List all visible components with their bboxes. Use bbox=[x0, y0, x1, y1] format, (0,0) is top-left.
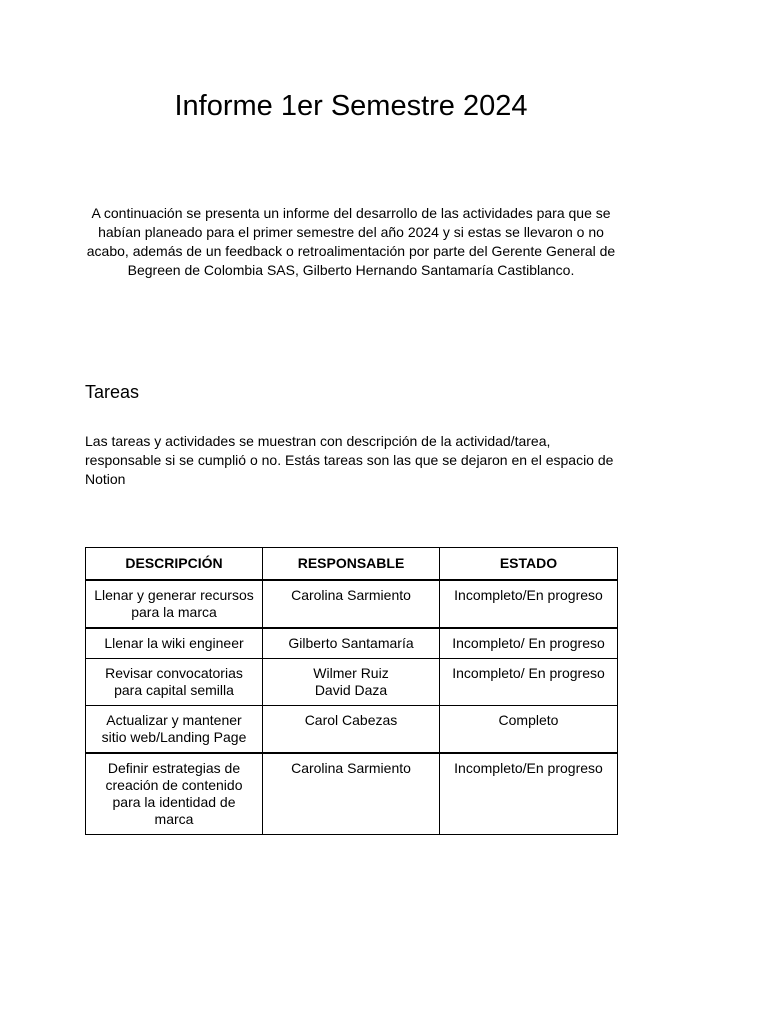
responsable-name: Gilberto Santamaría bbox=[288, 635, 414, 651]
tasks-description: Las tareas y actividades se muestran con descripción de la actividad/tarea, responsable si se cumplió o no. Estás tareas son las que se dejaron en el espacio de Notion bbox=[85, 433, 614, 487]
cell-responsable bbox=[263, 659, 440, 706]
table-row bbox=[86, 659, 618, 706]
table-row bbox=[86, 706, 618, 754]
tasks-table-body bbox=[86, 580, 618, 835]
tasks-table-header bbox=[86, 548, 618, 581]
cell-descripcion: Revisar convocatorias para capital semilla bbox=[86, 659, 263, 706]
cell-descripcion: Llenar la wiki engineer bbox=[86, 628, 263, 659]
cell-estado: Incompleto/ En progreso bbox=[440, 659, 618, 706]
cell-estado: Incompleto/ En progreso bbox=[440, 628, 618, 659]
table-row bbox=[86, 580, 618, 628]
cell-estado: Completo bbox=[440, 706, 618, 754]
cell-responsable bbox=[263, 580, 440, 628]
intro-paragraph: A continuación se presenta un informe del desarrollo de las actividades para que se habían planeado para el primer semestre del año 2024 y si estas se llevaron o no acabo, además de un feedback o retroalimentación por parte del Gerente General de Begreen de Colombia SAS, Gilberto Hernando Santamaría Castiblanco. bbox=[86, 205, 616, 278]
cell-responsable bbox=[263, 628, 440, 659]
table-row bbox=[86, 753, 618, 835]
tasks-heading: Tareas bbox=[85, 382, 140, 402]
cell-descripcion: Llenar y generar recursos para la marca bbox=[86, 580, 263, 628]
responsable-name: Carolina Sarmiento bbox=[291, 760, 411, 776]
responsable-name: Carol Cabezas bbox=[304, 712, 398, 728]
cell-estado: Incompleto/En progreso bbox=[440, 753, 618, 835]
cell-estado: Incompleto/En progreso bbox=[440, 580, 618, 628]
table-row bbox=[86, 628, 618, 659]
responsable-name: David Daza bbox=[314, 682, 388, 698]
header-descripcion: DESCRIPCIÓN bbox=[86, 548, 263, 581]
header-responsable: RESPONSABLE bbox=[263, 548, 440, 581]
responsable-name: Carolina Sarmiento bbox=[291, 587, 411, 603]
cell-descripcion: Actualizar y mantener sitio web/Landing Page bbox=[86, 706, 263, 754]
tasks-table bbox=[85, 547, 618, 835]
cell-descripcion: Definir estrategias de creación de contenido para la identidad de marca bbox=[86, 753, 263, 835]
header-estado: ESTADO bbox=[440, 548, 618, 581]
cell-responsable bbox=[263, 753, 440, 835]
header-row bbox=[86, 548, 618, 581]
responsable-name: Wilmer Ruiz bbox=[313, 665, 389, 681]
cell-responsable bbox=[263, 706, 440, 754]
page-title: Informe 1er Semestre 2024 bbox=[174, 90, 528, 122]
